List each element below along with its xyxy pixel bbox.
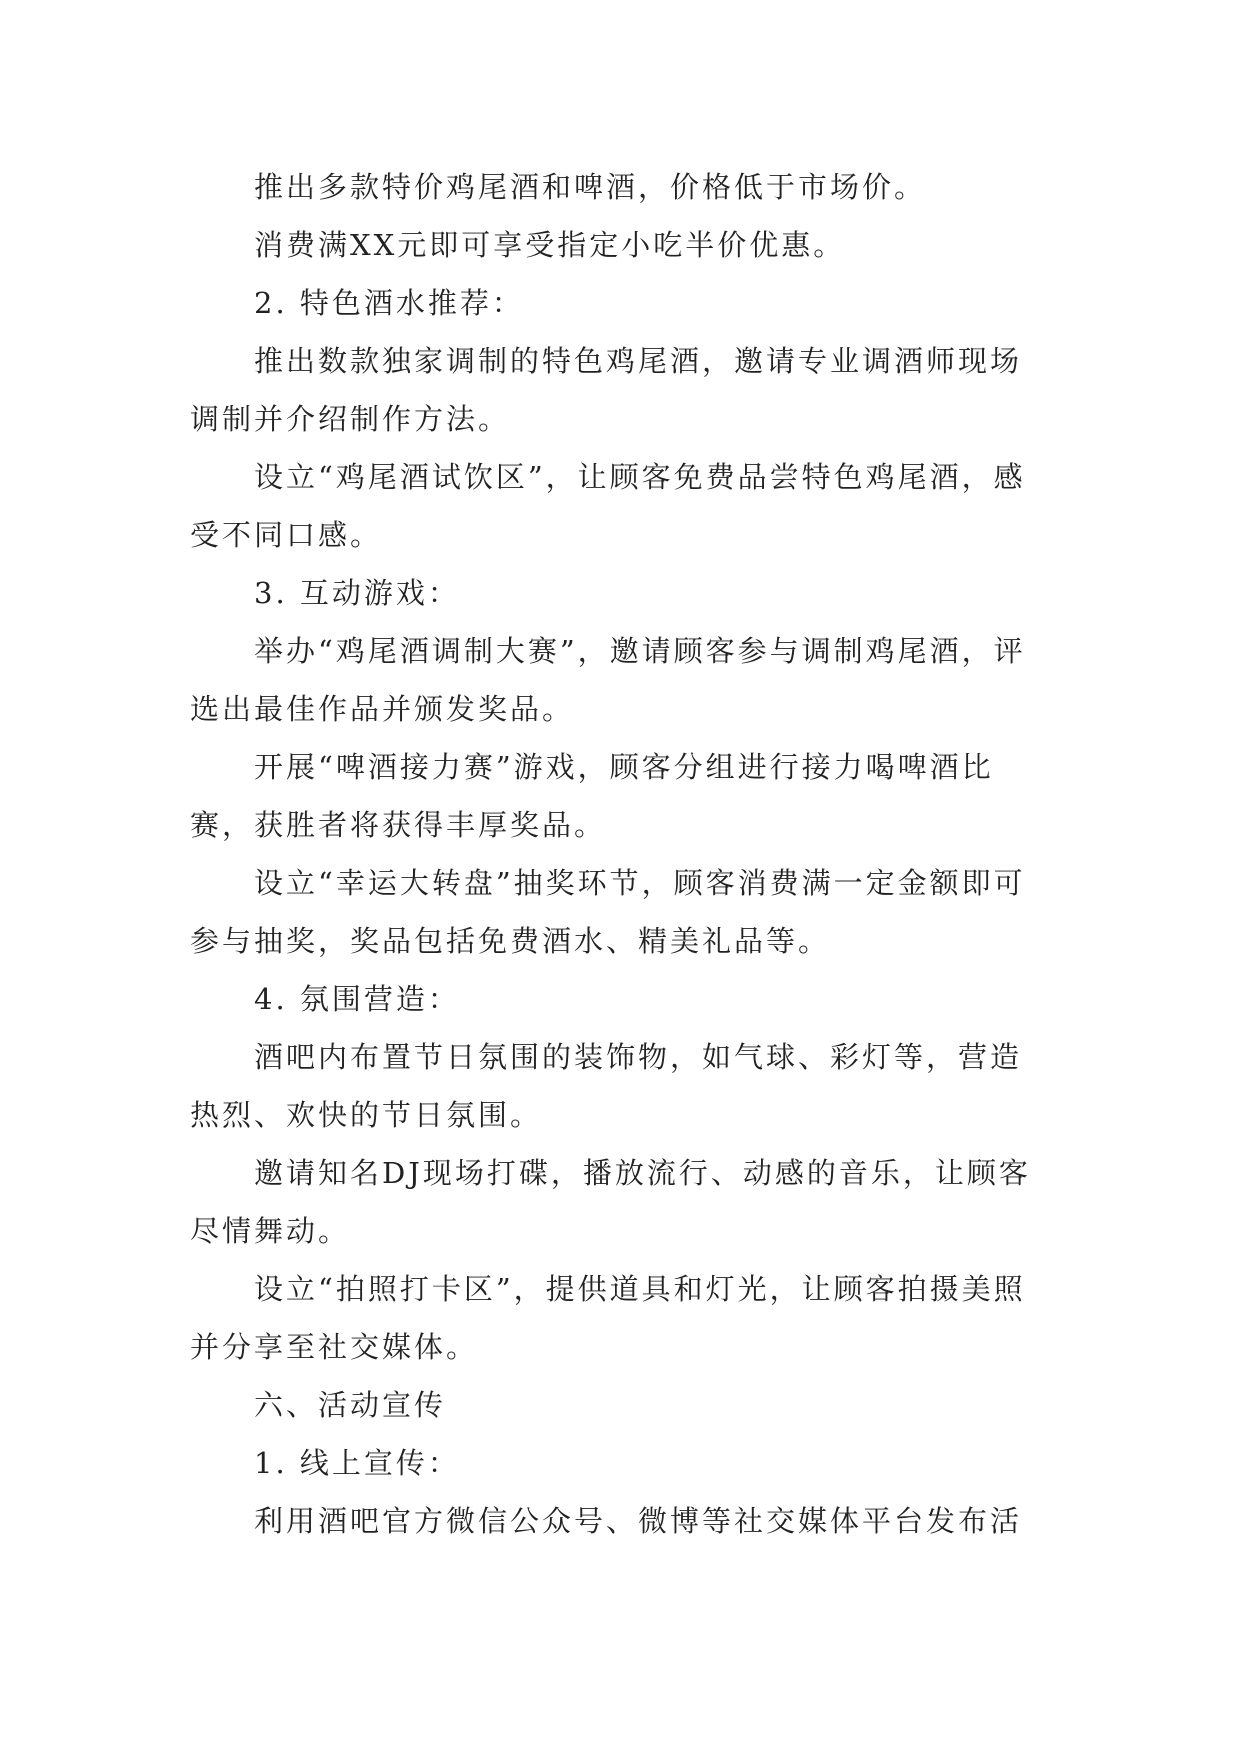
paragraph: 开展“啤酒接力赛”游戏，顾客分组进行接力喝啤酒比赛，获胜者将获得丰厚奖品。 <box>190 750 994 842</box>
paragraph: 推出多款特价鸡尾酒和啤酒，价格低于市场价。 <box>254 170 927 204</box>
paragraph: 推出数款独家调制的特色鸡尾酒，邀请专业调酒师现场调制并介绍制作方法。 <box>190 344 1023 436</box>
section-heading: 1. 线上宣传： <box>254 1446 460 1480</box>
paragraph: 消费满XX元即可享受指定小吃半价优惠。 <box>254 228 846 262</box>
section-heading: 2. 特色酒水推荐： <box>254 286 524 320</box>
paragraph: 邀请知名DJ现场打碟，播放流行、动感的音乐，让顾客尽情舞动。 <box>190 1156 1031 1248</box>
section-heading: 4. 氛围营造： <box>254 982 460 1016</box>
paragraph: 设立“拍照打卡区”，提供道具和灯光，让顾客拍摄美照并分享至社交媒体。 <box>190 1272 1026 1364</box>
paragraph: 举办“鸡尾酒调制大赛”，邀请顾客参与调制鸡尾酒，评选出最佳作品并颁发奖品。 <box>190 634 1026 726</box>
paragraph: 设立“鸡尾酒试饮区”，让顾客免费品尝特色鸡尾酒，感受不同口感。 <box>190 460 1026 552</box>
section-heading: 3. 互动游戏： <box>254 576 460 610</box>
paragraph: 酒吧内布置节日氛围的装饰物，如气球、彩灯等，营造热烈、欢快的节日氛围。 <box>190 1040 1023 1132</box>
chapter-heading: 六、活动宣传 <box>254 1388 447 1422</box>
paragraph: 利用酒吧官方微信公众号、微博等社交媒体平台发布活 <box>254 1504 1023 1538</box>
document-body <box>190 158 1050 1550</box>
paragraph: 设立“幸运大转盘”抽奖环节，顾客消费满一定金额即可参与抽奖，奖品包括免费酒水、精美礼品等。 <box>190 866 1026 958</box>
